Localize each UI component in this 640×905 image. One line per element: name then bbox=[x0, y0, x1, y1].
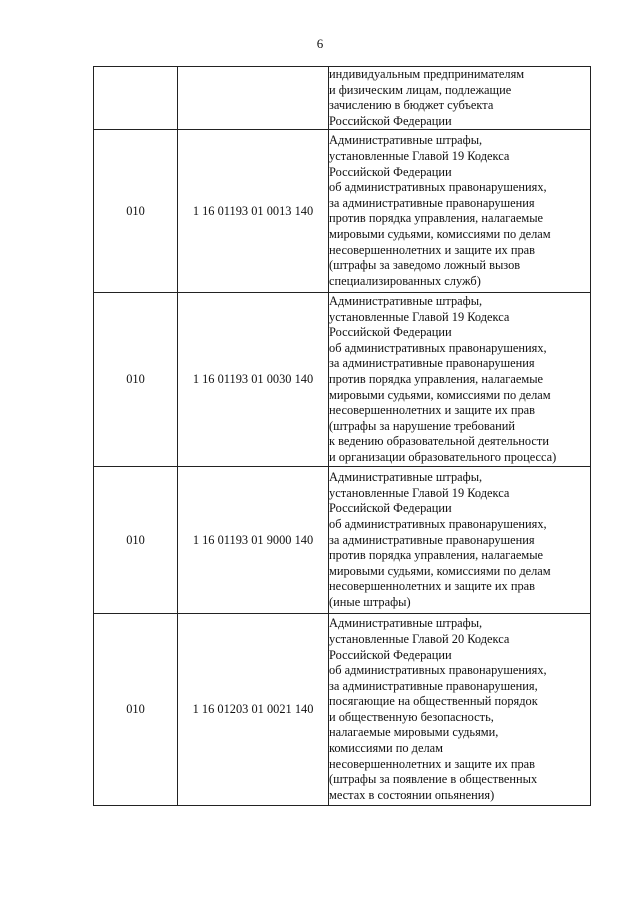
admin-code-cell bbox=[94, 67, 178, 130]
description-line: Российской Федерации bbox=[329, 164, 452, 179]
description-line: об административных правонарушениях, bbox=[329, 180, 547, 195]
description-line: мировыми судьями, комиссиями по делам bbox=[329, 387, 551, 402]
description-line: местах в состоянии опьянения) bbox=[329, 787, 495, 802]
description-line: посягающие на общественный порядок bbox=[329, 694, 538, 709]
admin-code-cell: 010 bbox=[94, 130, 178, 293]
description-line: за административные правонарушения, bbox=[329, 678, 538, 693]
kbk-code-cell bbox=[178, 67, 329, 130]
description-line: (штрафы за заведомо ложный вызов bbox=[329, 258, 521, 273]
description-cell bbox=[329, 467, 591, 614]
page-number: 6 bbox=[316, 36, 324, 51]
description-line: (штрафы за появление в общественных bbox=[329, 772, 538, 787]
kbk-code-cell: 1 16 01193 01 0030 140 bbox=[178, 293, 329, 467]
description-line: несовершеннолетних и защите их прав bbox=[329, 756, 536, 771]
description-line: об административных правонарушениях, bbox=[329, 516, 547, 531]
description-cell bbox=[329, 614, 591, 806]
description-line: (иные штрафы) bbox=[329, 594, 411, 609]
description-line: установленные Главой 20 Кодекса bbox=[329, 631, 510, 646]
description-line: специализированных служб) bbox=[329, 273, 481, 288]
description-line: Российской Федерации bbox=[329, 501, 452, 516]
description-line: Административные штрафы, bbox=[329, 470, 483, 485]
description-line: Российской Федерации bbox=[329, 113, 452, 128]
description-line: и общественную безопасность, bbox=[329, 709, 494, 724]
description-line: против порядка управления, налагаемые bbox=[329, 548, 544, 563]
kbk-code-cell: 1 16 01203 01 0021 140 bbox=[178, 614, 329, 806]
description-cell bbox=[329, 67, 591, 130]
admin-code-cell: 010 bbox=[94, 614, 178, 806]
description-line: против порядка управления, налагаемые bbox=[329, 372, 544, 387]
description-line: к ведению образовательной деятельности bbox=[329, 434, 549, 449]
description-line: несовершеннолетних и защите их прав bbox=[329, 579, 536, 594]
admin-code-cell: 010 bbox=[94, 293, 178, 467]
admin-code-cell: 010 bbox=[94, 467, 178, 614]
description-cell bbox=[329, 293, 591, 467]
description-line: и организации образовательного процесса) bbox=[329, 450, 557, 465]
table-row bbox=[94, 467, 591, 614]
table-row bbox=[94, 67, 591, 130]
description-line: несовершеннолетних и защите их прав bbox=[329, 242, 536, 257]
description-line: против порядка управления, налагаемые bbox=[329, 211, 544, 226]
description-line: налагаемые мировыми судьями, bbox=[329, 725, 499, 740]
description-line: за административные правонарушения bbox=[329, 532, 535, 547]
kbk-code-cell: 1 16 01193 01 0013 140 bbox=[178, 130, 329, 293]
budget-classification-table bbox=[93, 66, 591, 806]
description-line: Административные штрафы, bbox=[329, 294, 483, 309]
description-line: Административные штрафы, bbox=[329, 616, 483, 631]
description-line: (штрафы за нарушение требований bbox=[329, 418, 515, 433]
description-line: мировыми судьями, комиссиями по делам bbox=[329, 563, 551, 578]
kbk-code-cell: 1 16 01193 01 9000 140 bbox=[178, 467, 329, 614]
description-line: установленные Главой 19 Кодекса bbox=[329, 149, 510, 163]
description-line: об административных правонарушениях, bbox=[329, 340, 547, 355]
description-cell bbox=[329, 130, 591, 293]
description-line: Административные штрафы, bbox=[329, 133, 483, 148]
description-line: установленные Главой 19 Кодекса bbox=[329, 309, 510, 324]
description-line: за административные правонарушения bbox=[329, 195, 535, 210]
table-row bbox=[94, 130, 591, 293]
description-line: Российской Федерации bbox=[329, 325, 452, 340]
description-line: за административные правонарушения bbox=[329, 356, 535, 371]
description-line: установленные Главой 19 Кодекса bbox=[329, 485, 510, 500]
description-line: комиссиями по делам bbox=[329, 741, 443, 756]
description-line: несовершеннолетних и защите их прав bbox=[329, 403, 536, 418]
description-line: об административных правонарушениях, bbox=[329, 663, 547, 678]
description-line: и физическим лицам, подлежащие bbox=[329, 82, 512, 97]
table-row bbox=[94, 614, 591, 806]
description-line: мировыми судьями, комиссиями по делам bbox=[329, 226, 551, 241]
description-line: зачислению в бюджет субъекта bbox=[329, 98, 494, 113]
table-row bbox=[94, 293, 591, 467]
description-line: индивидуальным предпринимателям bbox=[329, 67, 525, 81]
description-line: Российской Федерации bbox=[329, 647, 452, 662]
